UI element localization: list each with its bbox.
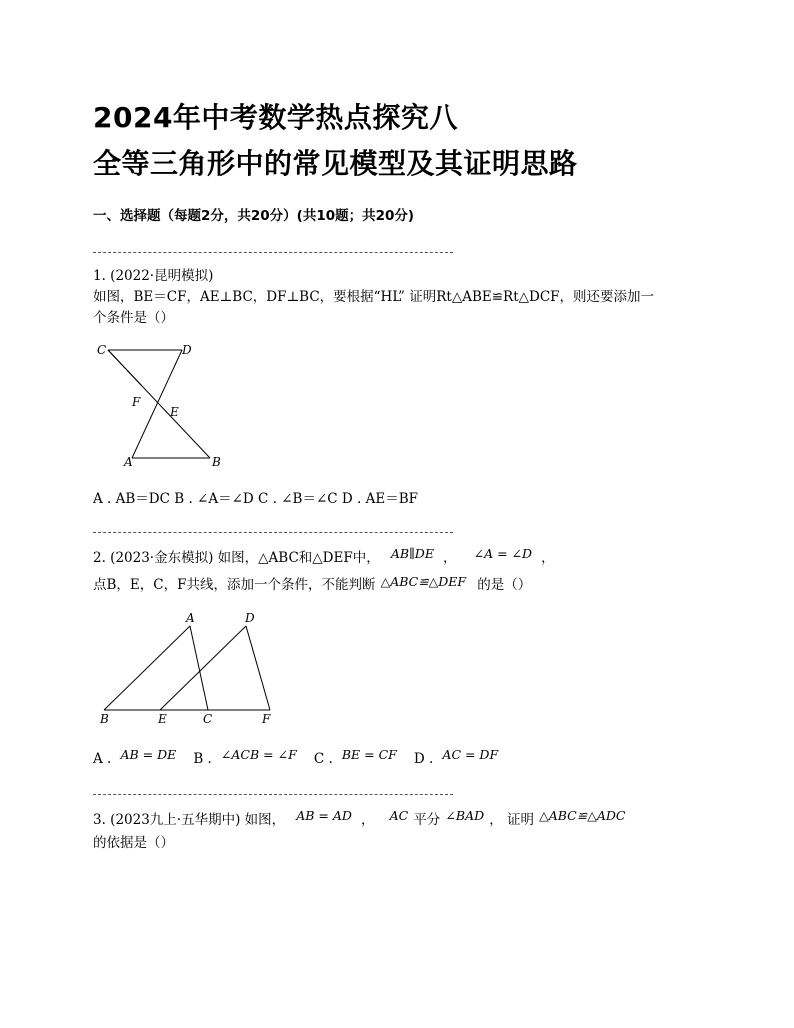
q2-math-congruent: △ABC≌△DEF (380, 574, 467, 589)
section-heading: 一、选择题（每题2分，共20分）(共10题；共20分) (93, 208, 415, 224)
q1-stem-line2: 个条件是（） (93, 310, 174, 326)
separator (93, 252, 453, 253)
q2-label-b: B (100, 712, 109, 726)
q1-label-a: A (124, 455, 133, 469)
q1-options: A . AB＝DC B . ∠A＝∠D C . ∠B＝∠C D . AE＝BF (93, 491, 418, 507)
q2-line2 (93, 573, 531, 593)
q2-label-c: C (203, 712, 213, 726)
q3-comma1: ， (361, 812, 375, 828)
q1-label-e: E (170, 405, 179, 419)
q1-source: 1. (2022·昆明模拟) (93, 268, 214, 284)
q3-math-angle-bad: ∠BAD (445, 808, 485, 823)
q3-math-congruent: △ABC≌△ADC (539, 808, 626, 823)
q2-label-e: E (158, 712, 167, 726)
q2-line2-prefix: 点B，E，C，F共线，添加一个条件，不能判断 (93, 577, 376, 593)
q2-option-a-letter: A . (93, 751, 112, 767)
separator (93, 794, 453, 795)
q2-option-c-math: BE = CF (341, 747, 397, 762)
q2-prefix: 2. (2023·金东模拟) 如图，△ABC和△DEF中， (93, 550, 380, 566)
q1-label-b: B (212, 455, 221, 469)
q2-figure (90, 610, 290, 728)
q3-prefix: 3. (2023九上·五华期中) 如图， (93, 812, 286, 828)
q3-text-bisect: 平分 (413, 812, 441, 828)
q1-stem-line1: 如图，BE＝CF，AE⊥BC，DF⊥BC，要根据“HL” 证明Rt△ABE≌Rt△DCF，则还要添加一 (93, 289, 655, 305)
q2-label-f: F (262, 712, 271, 726)
q2-line1 (93, 546, 555, 566)
q2-option-a-math: AB = DE (120, 747, 177, 762)
q2-math-angle: ∠A = ∠D (473, 546, 533, 561)
q2-label-d: D (245, 611, 255, 625)
q2-option-c-letter: C . (313, 751, 333, 767)
q2-comma2: ， (541, 550, 555, 566)
q1-label-f: F (132, 395, 141, 409)
separator (93, 532, 453, 533)
q2-option-b-letter: B . (193, 751, 212, 767)
q2-option-d-math: AC = DF (442, 747, 499, 762)
page-title-line2: 全等三角形中的常见模型及其证明思路 (93, 147, 578, 180)
q3-text-prove: ， 证明 (489, 812, 535, 828)
q3-math-ab-ad: AB = AD (296, 808, 352, 823)
q2-options (93, 748, 498, 767)
q2-line2-suffix: 的是（） (477, 577, 532, 593)
q2-comma1: ， (443, 550, 457, 566)
q1-label-d: D (182, 343, 192, 357)
q2-option-b-math: ∠ACB = ∠F (220, 747, 297, 762)
q2-option-d-letter: D . (413, 751, 434, 767)
q1-label-c: C (97, 343, 107, 357)
q3-line2: 的依据是（） (93, 835, 174, 851)
q1-figure (90, 338, 230, 472)
q3-math-ac: AC (389, 808, 409, 823)
q3-line1 (93, 808, 625, 828)
page-title-line1: 2024年中考数学热点探究八 (93, 101, 458, 134)
q2-label-a: A (186, 611, 195, 625)
q2-math-parallel: AB∥DE (390, 546, 434, 561)
